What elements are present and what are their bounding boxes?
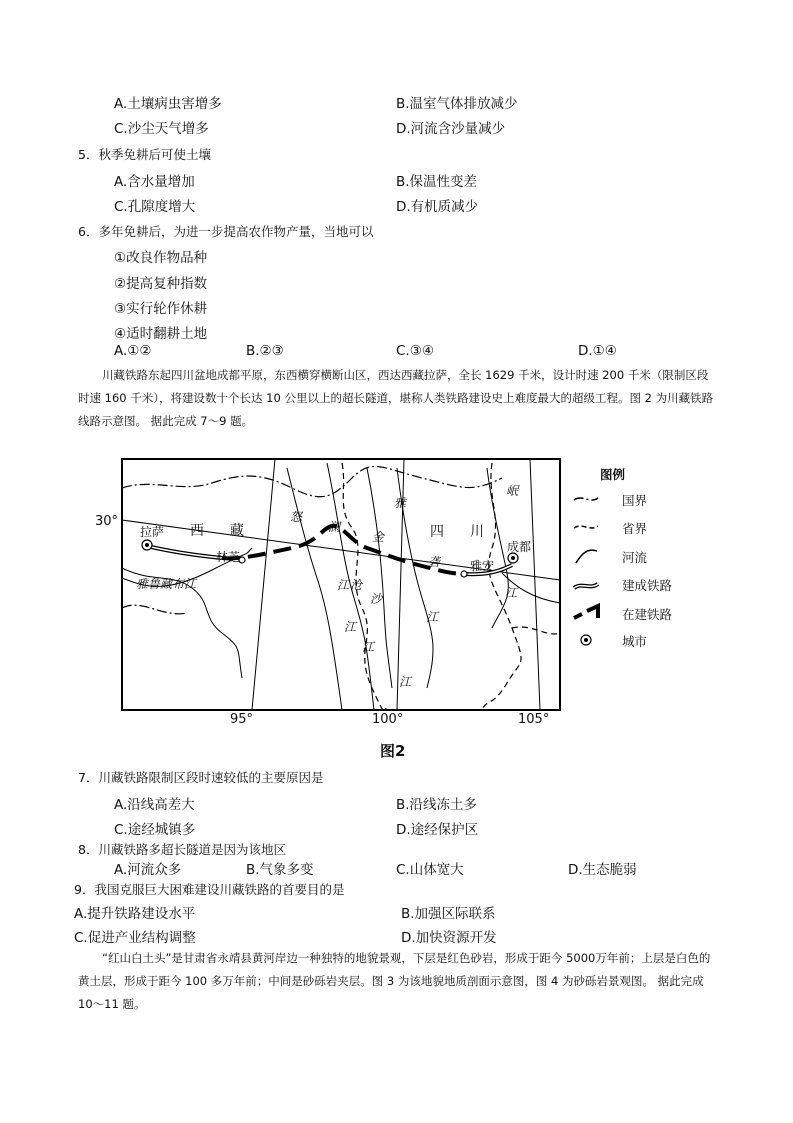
passage-sichuan-tibet-railway: 川藏铁路东起四川盆地成都平原，东西横穿横断山区，西达西藏拉萨，全长 1629 千米，设计时速 200 千米（限制区段时速 160 千米），将建设数十个长达 10 公里以上的超长隧道，堪称人类铁路建设史上难度最大的超级工程。图 2 为川藏铁路线路示意图。 据此完成 7～9 题。 [78, 368, 714, 428]
q7-option-b: B.沿线冻土多 [396, 797, 478, 813]
q6-option-b: B.②③ [246, 343, 284, 359]
place-sichuan-2: 川 [470, 524, 484, 540]
option-c: C.沙尘天气增多 [114, 121, 209, 137]
q8-option-c: C.山体宽大 [396, 862, 464, 878]
question-6-stem: 6．多年免耕后，为进一步提高农作物产量，当地可以 [78, 224, 374, 239]
place-xizang-1: 西 [190, 523, 204, 539]
national-border [122, 466, 502, 496]
longitude-label-105: 105° [518, 712, 550, 727]
legend-national-border: 国界 [622, 493, 648, 508]
q7-option-c: C.途经城镇多 [114, 822, 196, 838]
legend-railway-under-construction-symbol [574, 606, 598, 618]
option-d: D.河流含沙量减少 [396, 121, 506, 137]
q9-option-a: A.提升铁路建设水平 [74, 906, 196, 922]
passage-red-mountain-white-soil: “红山白土头”是甘肃省永靖县黄河岸边一种独特的地貌景观，下层是红色砂岩，形成于距今 5000万年前；上层是白色的黄土层，形成于距今 100 多万年前；中间是砂砾岩夹层。图 3 为该地貌地质剖面示意图，图 4 为砂砾岩景观图。 据此完成 10～11 题。 [78, 951, 711, 1011]
city-lhasa-dot [145, 543, 149, 547]
provincial-border-south [512, 627, 560, 634]
legend-city-dot [584, 638, 588, 642]
option-a: A.土壤病虫害增多 [114, 96, 222, 112]
river-label-jin-1: 金 [372, 530, 385, 544]
q9-option-b: B.加强区际联系 [401, 906, 496, 922]
legend-city: 城市 [622, 634, 648, 649]
river-label-lan-3: 江 [344, 620, 357, 634]
q5-option-b: B.保温性变差 [396, 174, 478, 190]
legend-railway-under-construction: 在建铁路 [622, 607, 673, 622]
legend-title: 图例 [600, 467, 626, 482]
figure-2-map [92, 448, 712, 738]
q6-item-2: ②提高复种指数 [114, 276, 208, 292]
legend-provincial-border-symbol [574, 526, 598, 528]
river-label-ya: 雅 [394, 496, 407, 510]
river-nu [287, 468, 342, 710]
q8-option-a: A.河流众多 [114, 862, 182, 878]
river-label-bi: 砻 [428, 555, 441, 569]
river-label-lan-1: 澜 [328, 520, 341, 534]
legend-river-symbol [576, 550, 597, 563]
q8-option-b: B.气象多变 [246, 862, 314, 878]
question-7-stem: 7．川藏铁路限制区段时速较低的主要原因是 [78, 770, 324, 785]
place-lhasa: 拉萨 [140, 525, 165, 539]
river-jinsha [367, 468, 392, 688]
figure-2-caption: 图2 [380, 742, 406, 760]
q6-option-c: C.③④ [396, 343, 434, 359]
map-svg [92, 448, 712, 738]
q6-option-a: A.①② [114, 343, 152, 359]
q8-option-d: D.生态脆弱 [568, 862, 637, 878]
river-label-min-jiang: 江 [505, 586, 518, 600]
river-label-jiang-c: 江 [337, 578, 350, 592]
legend-national-border-symbol [574, 498, 598, 500]
q5-option-c: C.孔隙度增大 [114, 199, 196, 215]
q7-option-a: A.沿线高差大 [114, 797, 195, 813]
q5-option-a: A.含水量增加 [114, 174, 195, 190]
meridian-105 [530, 459, 540, 710]
place-nyingchi: 林芝 [216, 550, 241, 564]
river-label-jiang-d: 江 [399, 675, 412, 689]
place-xizang-2: 藏 [230, 523, 244, 539]
legend-completed-railway: 建成铁路 [622, 578, 673, 593]
q5-option-d: D.有机质减少 [396, 199, 479, 215]
q7-option-d: D.途经保护区 [396, 822, 479, 838]
question-9-stem: 9．我国克服巨大困难建设川藏铁路的首要目的是 [74, 882, 345, 897]
river-label-yarlung: 雅鲁藏布江 [136, 577, 197, 591]
q6-item-3: ③实行轮作休耕 [114, 301, 208, 317]
latitude-label-30: 30° [95, 514, 119, 529]
city-chengdu-dot [511, 556, 515, 560]
legend-provincial-border: 省界 [622, 521, 648, 536]
legend-river: 河流 [622, 550, 648, 565]
q9-option-c: C.促进产业结构调整 [74, 930, 196, 946]
city-yaan-marker [461, 571, 467, 577]
question-8-stem: 8．川藏铁路多超长隧道是因为该地区 [78, 842, 286, 857]
q6-option-d: D.①④ [578, 343, 617, 359]
longitude-label-95: 95° [230, 712, 254, 727]
river-label-jin-2: 沙 [370, 592, 383, 606]
meridian-95 [252, 459, 275, 710]
place-yaan: 雅安 [470, 559, 495, 573]
place-chengdu: 成都 [507, 540, 532, 554]
national-border-southwest [122, 605, 187, 614]
longitude-label-100: 100° [372, 712, 404, 727]
question-5-stem: 5．秋季免耕后可使土壤 [78, 147, 211, 162]
river-label-jiang-b: 江 [426, 610, 439, 624]
option-b: B.温室气体排放减少 [396, 96, 518, 112]
q9-option-d: D.加快资源开发 [401, 930, 497, 946]
place-sichuan-1: 四 [430, 524, 444, 540]
river-label-nu: 怒 [290, 510, 303, 524]
q6-item-1: ①改良作物品种 [114, 250, 208, 266]
river-label-lan-2: 沧 [350, 578, 363, 592]
river-label-min: 岷 [506, 484, 519, 498]
q6-item-4: ④适时翻耕土地 [114, 326, 208, 342]
river-label-jin-3: 江 [362, 640, 375, 654]
